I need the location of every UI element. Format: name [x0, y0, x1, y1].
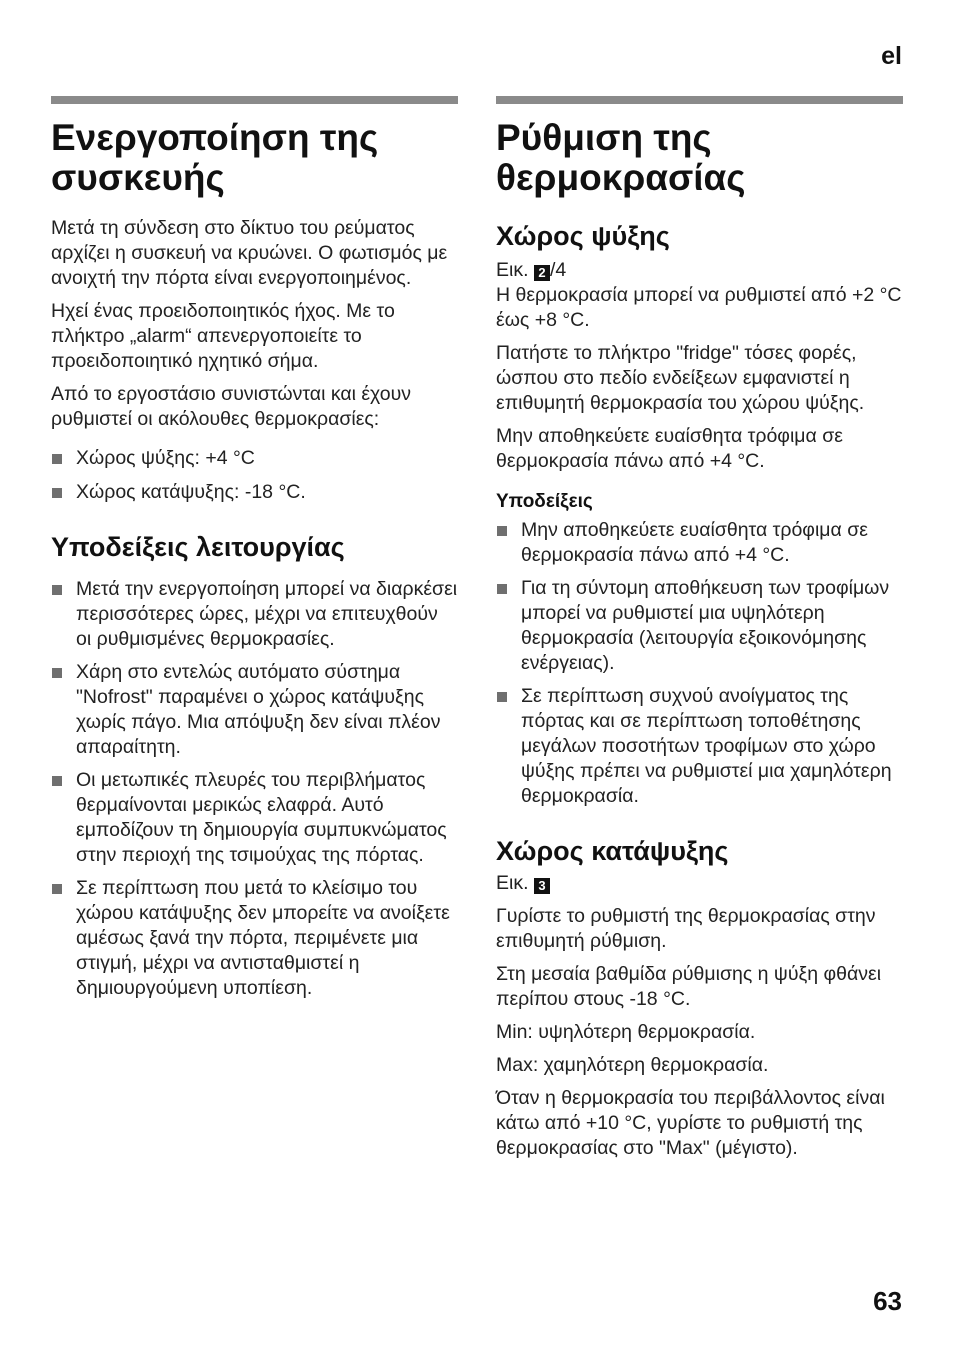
title-line: συσκευής	[51, 157, 225, 198]
square-bullet-icon	[497, 692, 507, 702]
title-line: Ρύθμιση της	[496, 117, 712, 158]
list-item	[496, 684, 903, 809]
square-bullet-icon	[497, 526, 507, 536]
right-column	[496, 96, 903, 1169]
square-bullet-icon	[52, 884, 62, 894]
list-item-text: Οι μετωπικές πλευρές του περιβλήματος θερμαίνονται μερικώς ελαφρά. Αυτό εμποδίζουν τη δημιουργία συμπυκνώματος στην περιοχή της τσιμούχας της πόρτας.	[76, 769, 447, 866]
page-number: 63	[873, 1286, 902, 1316]
figure-number-box: 2	[534, 265, 550, 281]
paragraph: Μην αποθηκεύετε ευαίσθητα τρόφιμα σε θερμοκρασία πάνω από +4 °C.	[496, 425, 843, 472]
paragraph: Από το εργοστάσιο συνιστώνται και έχουν ρυθμιστεί οι ακόλουθες θερμοκρασίες:	[51, 383, 412, 430]
square-bullet-icon	[52, 488, 62, 498]
subsection-title-freezer: Χώρος κατάψυξης	[496, 836, 729, 866]
section-rule	[496, 96, 903, 104]
list-item-text: Χώρος κατάψυξης: -18 °C.	[76, 481, 306, 503]
fridge-notes-list	[496, 518, 903, 809]
figure-prefix: Εικ.	[496, 259, 529, 281]
list-item	[51, 876, 458, 1001]
list-item-text: Σε περίπτωση συχνού ανοίγματος της πόρτας και σε περίπτωση τοποθέτησης μεγάλων ποσοτήτων τροφίμων στο χώρο ψύξης πρέπει να ρυθμιστεί μια χαμηλότερη θερμοκρασία.	[521, 685, 892, 807]
title-line: θερμοκρασίας	[496, 157, 746, 198]
square-bullet-icon	[52, 454, 62, 464]
list-item-text: Χάρη στο εντελώς αυτόματο σύστημα "Nofrost" παραμένει ο χώρος κατάψυξης χωρίς πάγο. Μια απόψυξη δεν είναι πλέον απαραίτητη.	[76, 661, 441, 758]
list-item	[51, 577, 458, 652]
figure-reference	[496, 258, 903, 283]
figure-suffix: /4	[549, 259, 567, 281]
list-item	[51, 768, 458, 868]
list-item-text: Μην αποθηκεύετε ευαίσθητα τρόφιμα σε θερμοκρασία πάνω από +4 °C.	[521, 519, 868, 566]
list-item-text: Για τη σύντομη αποθήκευση των τροφίμων μπορεί να ρυθμιστεί μια υψηλότερη θερμοκρασία (λειτουργία εξοικονόμησης ενέργειας).	[521, 577, 890, 674]
paragraph: Η θερμοκρασία μπορεί να ρυθμιστεί από +2 °C έως +8 °C.	[496, 284, 902, 331]
figure-number-box: 3	[534, 878, 550, 894]
list-item	[51, 660, 458, 760]
paragraph: Min: υψηλότερη θερμοκρασία.	[496, 1021, 756, 1043]
list-item-text: Μετά την ενεργοποίηση μπορεί να διαρκέσει περισσότερες ώρες, μέχρι να επιτευχθούν οι ρυθμισμένες θερμοκρασίες.	[76, 578, 458, 650]
subsection-title-fridge: Χώρος ψύξης	[496, 221, 670, 251]
section-title-activation	[51, 118, 458, 198]
list-item-text: Χώρος ψύξης: +4 °C	[76, 447, 255, 469]
title-line: Ενεργοποίηση της	[51, 117, 379, 158]
language-tag: el	[881, 42, 902, 70]
paragraph: Όταν η θερμοκρασία του περιβάλλοντος είναι κάτω από +10 °C, γυρίστε το ρυθμιστή της θερμοκρασίας στο "Max" (μέγιστο).	[496, 1087, 885, 1159]
square-bullet-icon	[52, 668, 62, 678]
paragraph: Μετά τη σύνδεση στο δίκτυο του ρεύματος αρχίζει η συσκευή να κρυώνει. Ο φωτισμός με ανοιχτή την πόρτα είναι ενεργοποιημένος.	[51, 217, 448, 289]
square-bullet-icon	[52, 585, 62, 595]
notes-title: Υποδείξεις	[496, 491, 593, 512]
paragraph: Πατήστε το πλήκτρο "fridge" τόσες φορές, ώσπου στο πεδίο ενδείξεων εμφανιστεί η επιθυμητή θερμοκρασία του χώρου ψύξης.	[496, 342, 865, 414]
paragraph: Στη μεσαία βαθμίδα ρύθμισης η ψύξη φθάνει περίπου στους -18 °C.	[496, 963, 882, 1010]
paragraph: Max: χαμηλότερη θερμοκρασία.	[496, 1054, 769, 1076]
subsection-title-operating-hints: Υποδείξεις λειτουργίας	[51, 532, 345, 562]
operating-hints-list	[51, 577, 458, 1001]
list-item	[51, 446, 458, 471]
paragraph: Ηχεί ένας προειδοποιητικός ήχος. Με το πλήκτρο „alarm“ απενεργοποιείτε το προειδοποιητικό ηχητικό σήμα.	[51, 300, 395, 372]
section-title-temperature-setting	[496, 118, 903, 198]
section-rule	[51, 96, 458, 104]
list-item	[51, 480, 458, 505]
default-temperatures-list	[51, 446, 458, 505]
paragraph: Γυρίστε το ρυθμιστή της θερμοκρασίας στην επιθυμητή ρύθμιση.	[496, 905, 876, 952]
list-item	[496, 518, 903, 568]
figure-reference	[496, 871, 903, 896]
list-item	[496, 576, 903, 676]
figure-prefix: Εικ.	[496, 872, 529, 894]
left-column	[51, 96, 458, 1009]
square-bullet-icon	[497, 584, 507, 594]
list-item-text: Σε περίπτωση που μετά το κλείσιμο του χώρου κατάψυξης δεν μπορείτε να ανοίξετε αμέσως ξανά την πόρτα, περιμένετε μια στιγμή, μέχρι να αντισταθμιστεί η δημιουργούμενη υποπίεση.	[76, 877, 450, 999]
square-bullet-icon	[52, 776, 62, 786]
